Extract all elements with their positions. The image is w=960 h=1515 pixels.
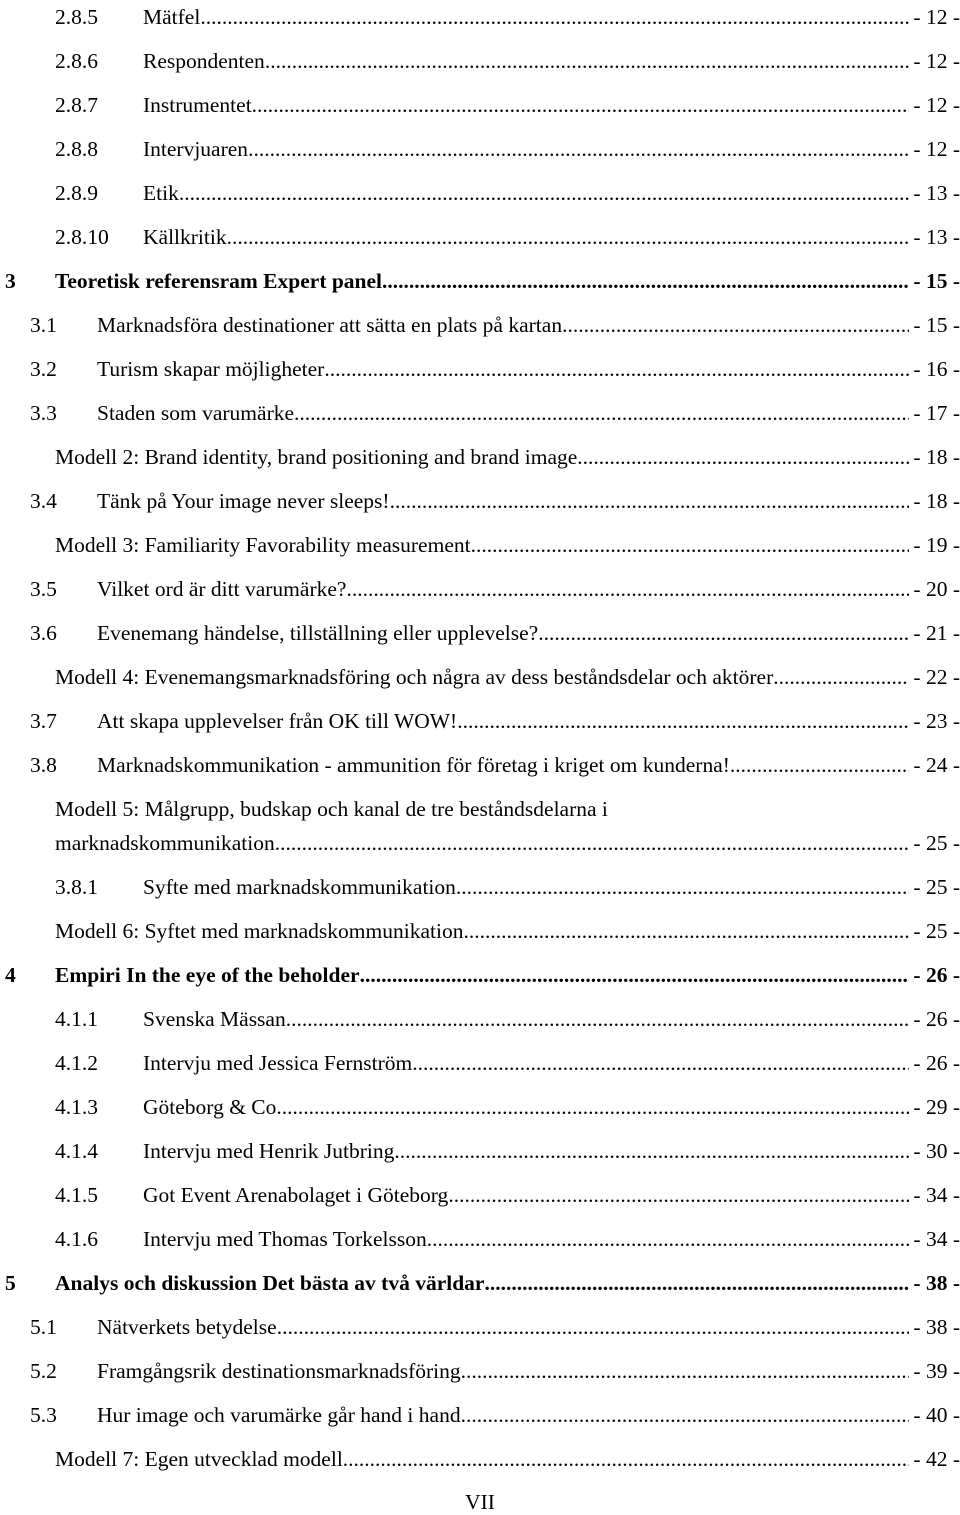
toc-entry-line — [55, 662, 960, 692]
toc-entry-title: Respondenten — [143, 49, 265, 73]
toc-entry-title: Instrumentet — [143, 93, 252, 117]
toc-entry-page: - 25 - — [913, 831, 960, 855]
page-number: VII — [465, 1490, 495, 1514]
toc-entry-title: Modell 4: Evenemangsmarknadsföring och några av dess beståndsdelar och aktörer — [55, 665, 774, 689]
toc-entry-number: 2.8.7 — [55, 93, 98, 117]
toc-entry-page: - 26 - — [913, 1051, 960, 1075]
dot-leader — [286, 1004, 910, 1034]
toc-entry-number: 4.1.1 — [55, 1007, 98, 1031]
toc-entry[interactable] — [0, 1312, 960, 1342]
toc-entry[interactable] — [0, 1400, 960, 1430]
toc-entry[interactable] — [0, 750, 960, 780]
toc-entry-page: - 42 - — [913, 1447, 960, 1471]
dot-leader — [562, 310, 909, 340]
toc-entry[interactable] — [0, 1224, 960, 1254]
toc-entry-title: Marknadskommunikation - ammunition för företag i kriget om kunderna! — [97, 753, 730, 777]
toc-entry-page: - 18 - — [913, 489, 960, 513]
toc-entry[interactable] — [0, 1048, 960, 1078]
toc-entry-page: - 38 - — [913, 1315, 960, 1339]
toc-entry-title: Got Event Arenabolaget i Göteborg — [143, 1183, 449, 1207]
toc-entry[interactable] — [0, 960, 960, 990]
toc-entry-number: 4.1.6 — [55, 1227, 98, 1251]
toc-entry-number: 4.1.2 — [55, 1051, 98, 1075]
toc-entry-line — [97, 354, 960, 384]
dot-leader — [252, 90, 910, 120]
dot-leader — [382, 266, 909, 296]
toc-entry[interactable] — [0, 1180, 960, 1210]
dot-leader — [461, 1400, 910, 1430]
toc-entry-line — [97, 310, 960, 340]
toc-entry-line — [143, 872, 960, 902]
toc-entry-number: 4 — [5, 963, 16, 987]
toc-entry[interactable] — [0, 1356, 960, 1386]
toc-entry-page: - 16 - — [913, 357, 960, 381]
dot-leader — [461, 1356, 910, 1386]
dot-leader — [346, 574, 909, 604]
toc-entry-line — [143, 2, 960, 32]
toc-entry-number: 2.8.9 — [55, 181, 98, 205]
dot-leader — [471, 530, 910, 560]
toc-entry[interactable] — [0, 266, 960, 296]
toc-entry-title: Modell 2: Brand identity, brand positioning and brand image — [55, 445, 578, 469]
toc-entry[interactable] — [0, 398, 960, 428]
toc-entry-line — [55, 828, 960, 858]
toc-entry[interactable] — [0, 1092, 960, 1122]
toc-entry-line — [143, 1224, 960, 1254]
toc-entry-line — [97, 706, 960, 736]
toc-entry-line — [97, 574, 960, 604]
toc-entry-number: 2.8.10 — [55, 225, 109, 249]
toc-entry-page: - 21 - — [913, 621, 960, 645]
toc-entry-line — [55, 266, 960, 296]
dot-leader — [360, 960, 910, 990]
toc-entry-page: - 20 - — [913, 577, 960, 601]
dot-leader — [277, 1312, 910, 1342]
toc-entry-title: Hur image och varumärke går hand i hand — [97, 1403, 461, 1427]
toc-entry-title: Svenska Mässan — [143, 1007, 286, 1031]
dot-leader — [457, 706, 909, 736]
dot-leader — [343, 1444, 910, 1474]
toc-entry-title: Analys och diskussion Det bästa av två världar — [55, 1271, 485, 1295]
toc-entry-line — [97, 398, 960, 428]
toc-entry[interactable] — [0, 442, 960, 472]
toc-entry-number: 3.5 — [30, 577, 57, 601]
toc-entry-number: 3.8.1 — [55, 875, 98, 899]
dot-leader — [294, 398, 909, 428]
toc-entry-page: - 34 - — [913, 1183, 960, 1207]
toc-entry-number: 2.8.5 — [55, 5, 98, 29]
toc-entry-page: - 26 - — [913, 1007, 960, 1031]
dot-leader — [324, 354, 909, 384]
toc-entry-number: 5 — [5, 1271, 16, 1295]
toc-entry-number: 5.2 — [30, 1359, 57, 1383]
toc-entry-line — [143, 46, 960, 76]
dot-leader — [773, 662, 909, 692]
toc-entry-line — [97, 1312, 960, 1342]
toc-entry-page: - 29 - — [913, 1095, 960, 1119]
toc-entry-title: Marknadsföra destinationer att sätta en plats på kartan — [97, 313, 563, 337]
toc-entry-page: - 13 - — [913, 181, 960, 205]
toc-entry-title: Teoretisk referensram Expert panel — [55, 269, 383, 293]
toc-entry-line — [55, 960, 960, 990]
toc-entry-title: marknadskommunikation — [55, 831, 275, 855]
dot-leader — [200, 2, 909, 32]
dot-leader — [448, 1180, 909, 1210]
toc-entry-page: - 34 - — [913, 1227, 960, 1251]
toc-entry[interactable] — [0, 916, 960, 946]
toc-entry-title: Intervju med Jessica Fernström — [143, 1051, 413, 1075]
dot-leader — [538, 618, 909, 648]
toc-entry[interactable] — [0, 1268, 960, 1298]
toc-entry-title: Intervju med Henrik Jutbring — [143, 1139, 395, 1163]
dot-leader — [427, 1224, 910, 1254]
toc-entry[interactable] — [0, 222, 960, 252]
toc-entry-title: Tänk på Your image never sleeps! — [97, 489, 390, 513]
toc-entry-number: 3.6 — [30, 621, 57, 645]
toc-entry-page: - 12 - — [913, 93, 960, 117]
toc-entry[interactable] — [0, 178, 960, 208]
toc-entry-number: 3.2 — [30, 357, 57, 381]
dot-leader — [276, 1092, 909, 1122]
toc-entry-line — [55, 916, 960, 946]
toc-entry-number: 3.7 — [30, 709, 57, 733]
toc-entry-title-line: Modell 5: Målgrupp, budskap och kanal de tre beståndsdelarna i — [55, 797, 608, 821]
toc-entry-page: - 39 - — [913, 1359, 960, 1383]
toc-entry-line — [55, 442, 960, 472]
toc-entry[interactable] — [0, 354, 960, 384]
toc-entry-line — [97, 750, 960, 780]
toc-entry-page: - 30 - — [913, 1139, 960, 1163]
toc-entry-page: - 12 - — [913, 49, 960, 73]
toc-entry-line — [97, 1356, 960, 1386]
toc-entry-page: - 26 - — [913, 963, 960, 987]
toc-entry-page: - 12 - — [913, 5, 960, 29]
toc-entry-page: - 22 - — [913, 665, 960, 689]
toc-entry-line — [143, 134, 960, 164]
toc-entry-title: Att skapa upplevelser från OK till WOW! — [97, 709, 458, 733]
toc-entry[interactable] — [0, 46, 960, 76]
toc-entry-number: 3.8 — [30, 753, 57, 777]
toc-entry[interactable] — [0, 530, 960, 560]
dot-leader — [394, 1136, 909, 1166]
dot-leader — [730, 750, 910, 780]
dot-leader — [265, 46, 910, 76]
toc-entry-page: - 15 - — [913, 269, 960, 293]
toc-entry[interactable] — [0, 706, 960, 736]
dot-leader — [390, 486, 910, 516]
toc-entry[interactable] — [0, 2, 960, 32]
toc-entry[interactable] — [0, 794, 960, 858]
toc-entry-page: - 18 - — [913, 445, 960, 469]
toc-entry-title: Källkritik — [143, 225, 227, 249]
toc-entry-number: 4.1.3 — [55, 1095, 98, 1119]
dot-leader — [484, 1268, 909, 1298]
toc-entry-line — [55, 530, 960, 560]
toc-entry-number: 5.1 — [30, 1315, 57, 1339]
toc-entry[interactable] — [0, 618, 960, 648]
toc-entry-title: Nätverkets betydelse — [97, 1315, 277, 1339]
toc-entry-number: 3.3 — [30, 401, 57, 425]
toc-entry-title: Evenemang händelse, tillställning eller upplevelse? — [97, 621, 539, 645]
toc-entry-title: Vilket ord är ditt varumärke? — [97, 577, 347, 601]
toc-entry-title: Göteborg & Co — [143, 1095, 277, 1119]
toc-entry[interactable] — [0, 486, 960, 516]
toc-entry-line — [143, 1048, 960, 1078]
toc-entry-number: 4.1.4 — [55, 1139, 98, 1163]
toc-entry-number: 5.3 — [30, 1403, 57, 1427]
toc-entry-line — [143, 1004, 960, 1034]
toc-entry[interactable] — [0, 310, 960, 340]
dot-leader — [179, 178, 910, 208]
toc-entry[interactable] — [0, 662, 960, 692]
toc-entry-title: Etik — [143, 181, 179, 205]
dot-leader — [248, 134, 909, 164]
toc-entry-page: - 40 - — [913, 1403, 960, 1427]
toc-entry-number: 4.1.5 — [55, 1183, 98, 1207]
dot-leader — [463, 916, 909, 946]
toc-entry-number: 3 — [5, 269, 16, 293]
toc-entry-line — [143, 1136, 960, 1166]
toc-entry-number: 2.8.6 — [55, 49, 98, 73]
toc-entry-title: Empiri In the eye of the beholder — [55, 963, 360, 987]
dot-leader — [577, 442, 909, 472]
toc-entry-title: Modell 6: Syftet med marknadskommunikation — [55, 919, 464, 943]
toc-entry-title: Modell 7: Egen utvecklad modell — [55, 1447, 343, 1471]
toc-entry-title: Staden som varumärke — [97, 401, 295, 425]
toc-entry[interactable] — [0, 1136, 960, 1166]
toc-entry-line — [143, 1092, 960, 1122]
toc-entry-line — [143, 222, 960, 252]
toc-entry-page: - 23 - — [913, 709, 960, 733]
toc-entry-line — [97, 618, 960, 648]
toc-entry-page: - 12 - — [913, 137, 960, 161]
toc-entry[interactable] — [0, 134, 960, 164]
toc-entry-line — [97, 1400, 960, 1430]
toc-entry-title: Intervju med Thomas Torkelsson — [143, 1227, 427, 1251]
toc-entry-line — [55, 1268, 960, 1298]
toc-entry-line — [55, 1444, 960, 1474]
toc-entry-line — [143, 178, 960, 208]
toc-entry[interactable] — [0, 1004, 960, 1034]
toc-entry[interactable] — [0, 574, 960, 604]
toc-entry-title: Mätfel — [143, 5, 201, 29]
dot-leader — [412, 1048, 909, 1078]
toc-entry-page: - 24 - — [913, 753, 960, 777]
toc-entry[interactable] — [0, 90, 960, 120]
toc-entry[interactable] — [0, 1444, 960, 1474]
toc-entry-title: Syfte med marknadskommunikation. — [143, 875, 462, 899]
toc-entry-number: 3.1 — [30, 313, 57, 337]
toc-entry-title: Intervjuaren — [143, 137, 249, 161]
toc-entry-line — [143, 90, 960, 120]
toc-entry-title: Framgångsrik destinationsmarknadsföring — [97, 1359, 461, 1383]
dot-leader — [275, 828, 910, 858]
toc-entry-page: - 19 - — [913, 533, 960, 557]
toc-entry-title: Turism skapar möjligheter — [97, 357, 325, 381]
toc-entry-page: - 15 - — [913, 313, 960, 337]
toc-entry-page: - 25 - — [913, 919, 960, 943]
toc-entry-page: - 38 - — [913, 1271, 960, 1295]
toc-entry-number: 2.8.8 — [55, 137, 98, 161]
toc-entry-page: - 17 - — [913, 401, 960, 425]
toc-entry[interactable] — [0, 872, 960, 902]
toc-entry-page: - 13 - — [913, 225, 960, 249]
dot-leader — [227, 222, 910, 252]
dot-leader — [461, 872, 909, 902]
toc-entry-title: Modell 3: Familiarity Favorability measurement — [55, 533, 471, 557]
toc-entry-number: 3.4 — [30, 489, 57, 513]
toc-entry-line — [97, 486, 960, 516]
toc-entry-page: - 25 - — [913, 875, 960, 899]
toc-entry-line — [143, 1180, 960, 1210]
